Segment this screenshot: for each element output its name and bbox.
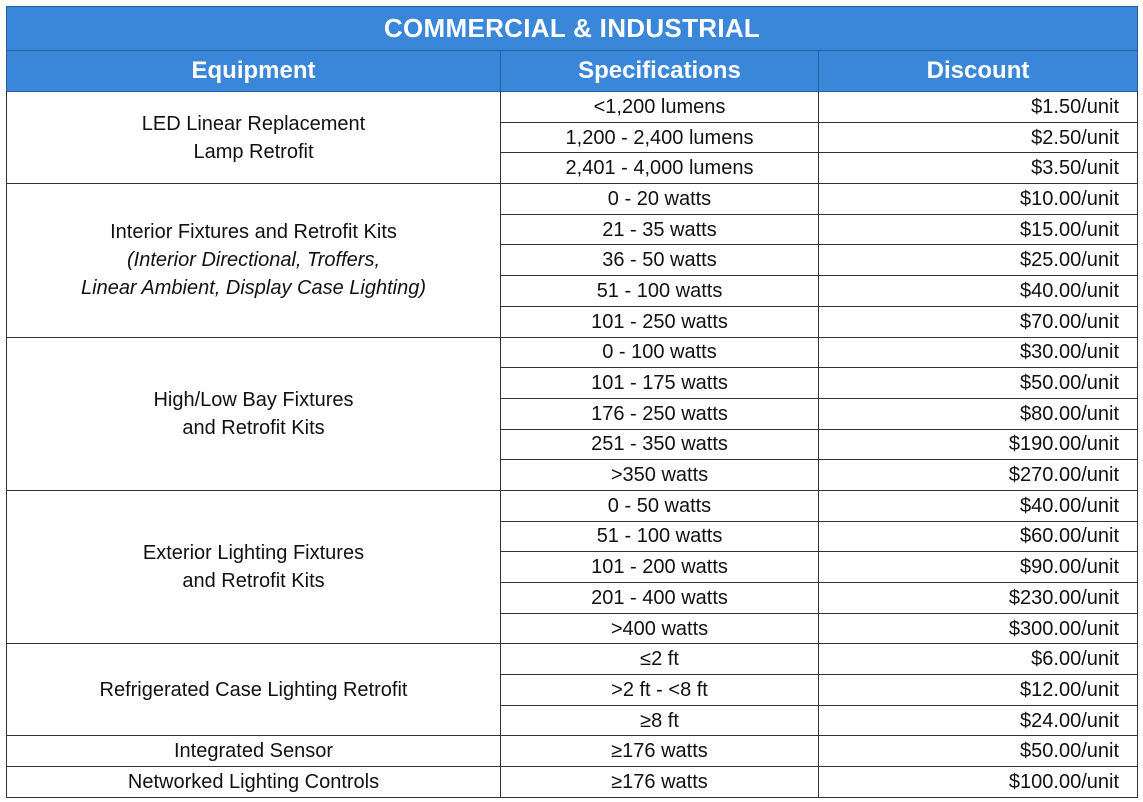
specification-cell: 51 - 100 watts — [501, 521, 819, 552]
equipment-name-line: Exterior Lighting Fixtures — [142, 542, 365, 565]
table-row — [7, 337, 1138, 368]
equipment-detail-line: (Interior Directional, Troffers, — [126, 249, 381, 272]
table-row — [7, 767, 1138, 798]
specification-cell: 21 - 35 watts — [501, 214, 819, 245]
discount-cell: $12.00/unit — [819, 675, 1138, 706]
table-row — [7, 644, 1138, 675]
specification-cell: >2 ft - <8 ft — [501, 675, 819, 706]
title-row — [7, 7, 1138, 51]
header-equipment: Equipment — [7, 51, 501, 92]
specification-cell: 251 - 350 watts — [501, 429, 819, 460]
table-row — [7, 184, 1138, 215]
discount-cell: $300.00/unit — [819, 613, 1138, 644]
table-title: COMMERCIAL & INDUSTRIAL — [7, 7, 1138, 51]
specification-cell: >350 watts — [501, 460, 819, 491]
specification-cell: 101 - 175 watts — [501, 368, 819, 399]
discount-cell: $270.00/unit — [819, 460, 1138, 491]
table-row — [7, 736, 1138, 767]
specification-cell: 101 - 250 watts — [501, 306, 819, 337]
specification-cell: 2,401 - 4,000 lumens — [501, 153, 819, 184]
discount-cell: $1.50/unit — [819, 92, 1138, 123]
equipment-cell — [7, 337, 501, 490]
equipment-name-line: Lamp Retrofit — [193, 140, 314, 163]
equipment-cell — [7, 767, 501, 798]
equipment-cell — [7, 736, 501, 767]
equipment-detail-line: Linear Ambient, Display Case Lighting) — [81, 277, 426, 300]
discount-cell: $230.00/unit — [819, 583, 1138, 614]
discount-cell: $80.00/unit — [819, 398, 1138, 429]
discount-cell: $50.00/unit — [819, 368, 1138, 399]
table-row — [7, 92, 1138, 123]
discount-table — [6, 6, 1138, 798]
specification-cell: <1,200 lumens — [501, 92, 819, 123]
specification-cell: 51 - 100 watts — [501, 276, 819, 307]
equipment-name-line: Refrigerated Case Lighting Retrofit — [99, 678, 408, 701]
equipment-name-line: LED Linear Replacement — [141, 112, 366, 135]
specification-cell: 36 - 50 watts — [501, 245, 819, 276]
equipment-name-line: Integrated Sensor — [174, 740, 333, 763]
specification-cell: 176 - 250 watts — [501, 398, 819, 429]
header-row — [7, 51, 1138, 92]
discount-cell: $2.50/unit — [819, 122, 1138, 153]
specification-cell: 1,200 - 2,400 lumens — [501, 122, 819, 153]
specification-cell: >400 watts — [501, 613, 819, 644]
equipment-name-line: and Retrofit Kits — [182, 416, 325, 439]
equipment-name-line: Interior Fixtures and Retrofit Kits — [110, 221, 397, 244]
discount-cell: $90.00/unit — [819, 552, 1138, 583]
specification-cell: 101 - 200 watts — [501, 552, 819, 583]
specification-cell: ≥176 watts — [501, 736, 819, 767]
equipment-cell — [7, 490, 501, 643]
equipment-cell — [7, 644, 501, 736]
discount-cell: $40.00/unit — [819, 490, 1138, 521]
discount-cell: $100.00/unit — [819, 767, 1138, 798]
specification-cell: ≥8 ft — [501, 705, 819, 736]
discount-cell: $30.00/unit — [819, 337, 1138, 368]
header-specifications: Specifications — [501, 51, 819, 92]
specification-cell: ≥176 watts — [501, 767, 819, 798]
specification-cell: 0 - 20 watts — [501, 184, 819, 215]
discount-cell: $3.50/unit — [819, 153, 1138, 184]
header-discount: Discount — [819, 51, 1138, 92]
specification-cell: 0 - 50 watts — [501, 490, 819, 521]
table-row — [7, 490, 1138, 521]
equipment-name-line: High/Low Bay Fixtures — [153, 388, 354, 411]
specification-cell: ≤2 ft — [501, 644, 819, 675]
equipment-cell — [7, 184, 501, 337]
discount-cell: $50.00/unit — [819, 736, 1138, 767]
discount-cell: $70.00/unit — [819, 306, 1138, 337]
equipment-name-line: Networked Lighting Controls — [127, 770, 380, 793]
discount-cell: $6.00/unit — [819, 644, 1138, 675]
discount-cell: $25.00/unit — [819, 245, 1138, 276]
discount-cell: $15.00/unit — [819, 214, 1138, 245]
discount-cell: $60.00/unit — [819, 521, 1138, 552]
equipment-cell — [7, 92, 501, 184]
table-body — [7, 92, 1138, 798]
discount-cell: $190.00/unit — [819, 429, 1138, 460]
discount-cell: $40.00/unit — [819, 276, 1138, 307]
discount-cell: $24.00/unit — [819, 705, 1138, 736]
equipment-name-line: and Retrofit Kits — [182, 570, 325, 593]
specification-cell: 0 - 100 watts — [501, 337, 819, 368]
discount-cell: $10.00/unit — [819, 184, 1138, 215]
specification-cell: 201 - 400 watts — [501, 583, 819, 614]
